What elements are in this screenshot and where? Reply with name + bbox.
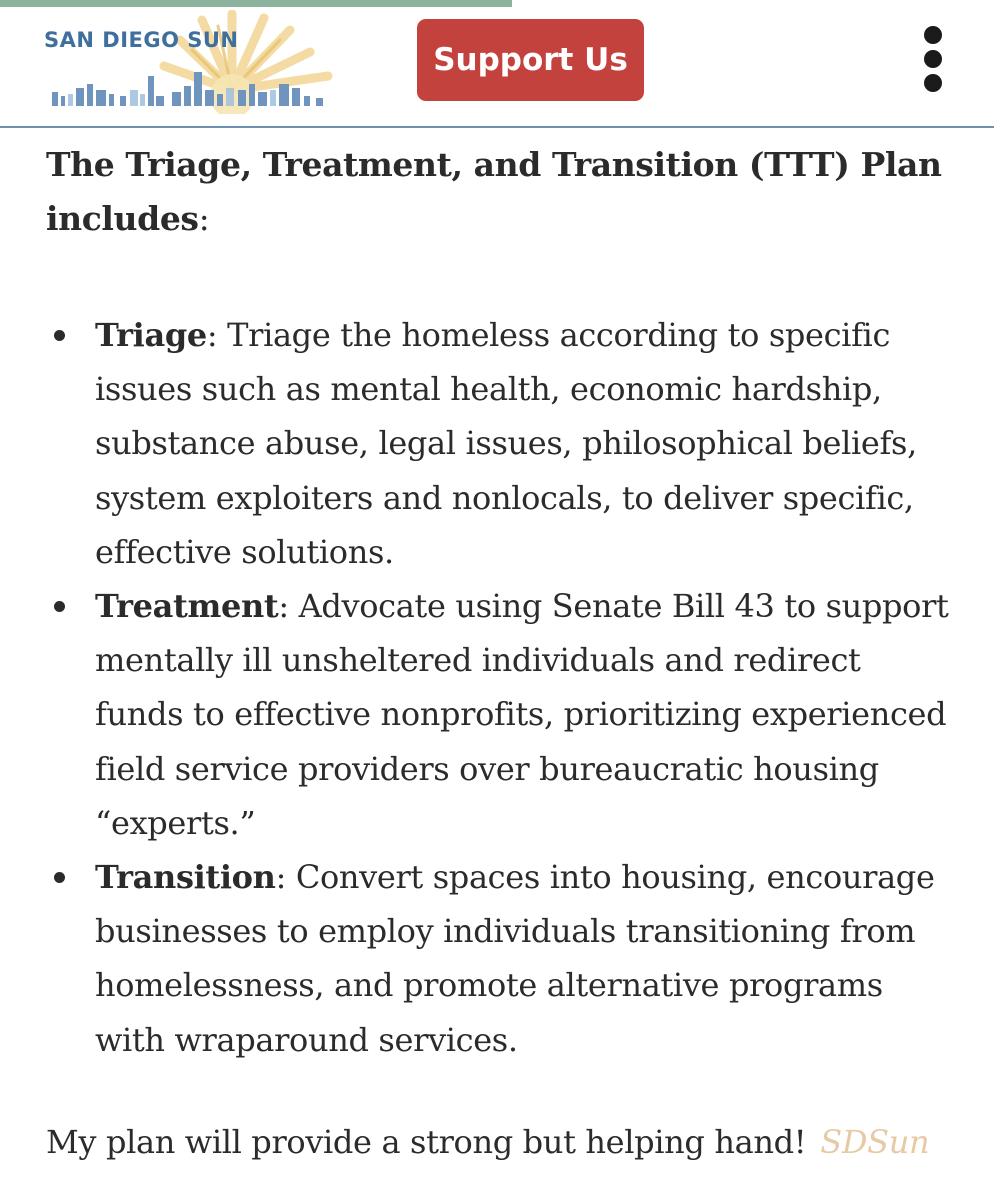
item-term: Treatment [95,587,279,626]
kebab-menu-icon[interactable] [915,26,951,96]
item-description: : Triage the homeless according to specific issues such as mental health, economic hardship, substance abuse, legal issues, philosophical beliefs, system exploiters and nonlocals, to deliver specific, effective solutions. [95,316,917,571]
item-term: Transition [95,858,276,897]
plan-list [46,308,956,1067]
support-us-button[interactable]: Support Us [417,19,644,101]
plan-intro [46,138,956,246]
list-item-treatment [46,579,956,850]
bullet-dot [54,872,65,883]
plan-intro-colon: : [198,199,210,238]
list-item-triage [46,308,956,579]
plan-intro-title: The Triage, Treatment, and Transition (TTT) Plan includes [46,145,942,238]
site-logo[interactable] [42,10,342,114]
item-description: : Convert spaces into housing, encourage businesses to employ individuals transitioning from homelessness, and promote alternative programs with wraparound services. [95,858,935,1059]
item-description: : Advocate using Senate Bill 43 to support mentally ill unsheltered individuals and redirect funds to effective nonprofits, prioritizing experienced field service providers over bureaucratic housing “experts.” [95,587,949,842]
closing-text: My plan will provide a strong but helping hand! [46,1123,807,1161]
bullet-dot [54,601,65,612]
item-term: Triage [95,316,207,354]
menu-dot [924,50,942,68]
bullet-dot [54,330,65,341]
menu-dot [924,26,942,44]
menu-dot [924,74,942,92]
closing-line [46,1115,929,1169]
site-header [0,0,994,128]
article-body [46,138,956,1059]
list-item-transition [46,850,956,1067]
logo-wordmark: SAN DIEGO SUN [44,28,239,52]
sdsun-mention-link[interactable]: SDSun [820,1123,930,1161]
sun-skyline-logo-icon [42,10,342,114]
